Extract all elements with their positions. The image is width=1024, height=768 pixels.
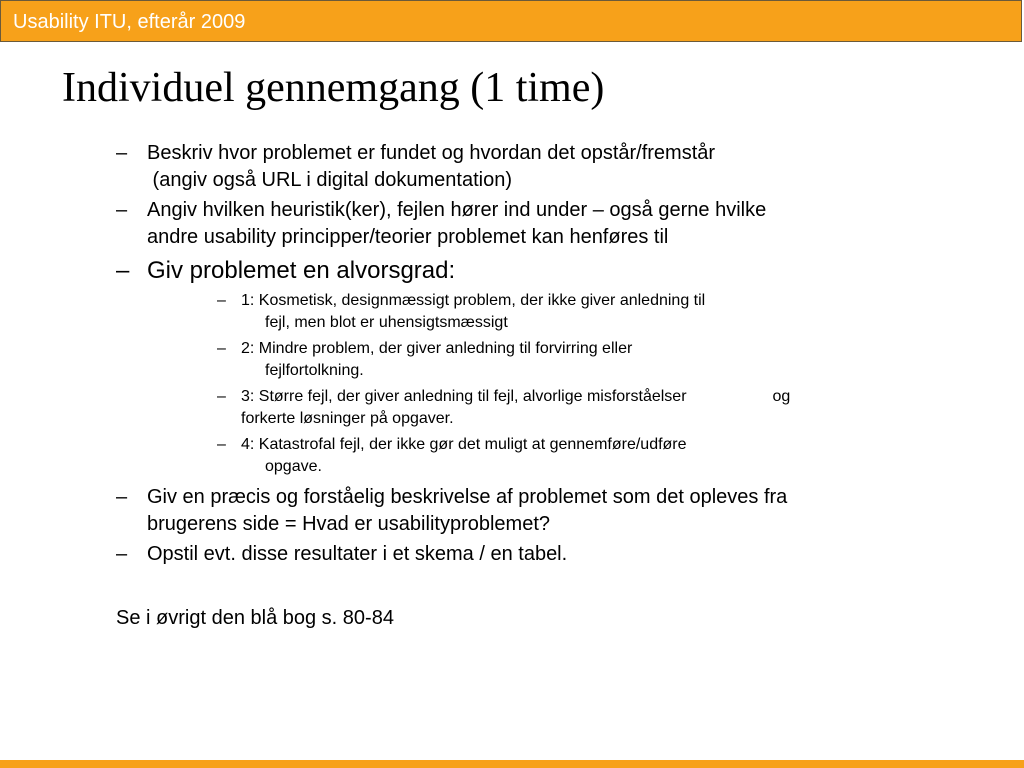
bullet-text: Giv problemet en alvorsgrad: (147, 257, 456, 284)
sub-bullet-text-continued: fejlfortolkning. (265, 362, 364, 379)
course-header: Usability ITU, efterår 2009 (13, 11, 246, 33)
sub-bullet-text: 1: Kosmetisk, designmæssigt problem, der ikke giver anledning til (241, 292, 706, 309)
bottom-accent-bar (0, 760, 1024, 768)
bullet-text-continued: (angiv også URL i digital dokumentation) (147, 169, 513, 191)
slide-title: Individuel gennemgang (1 time) (62, 65, 605, 111)
bullet-dash: – (116, 142, 128, 164)
bullet-dash: – (116, 543, 128, 565)
sub-bullet-text-end: og (772, 388, 791, 405)
sub-bullet-dash: – (217, 292, 226, 309)
bullet-text: Giv en præcis og forståelig beskrivelse af problemet som det opleves fra (147, 486, 788, 508)
sub-bullet-text: 3: Større fejl, der giver anledning til fejl, alvorlige misforståelser (241, 388, 687, 405)
sub-bullet-dash: – (217, 388, 226, 405)
sub-bullet-text-continued: fejl, men blot er uhensigtsmæssigt (265, 314, 508, 331)
bullet-dash: – (116, 486, 128, 508)
bullet-text: Opstil evt. disse resultater i et skema / en tabel. (147, 543, 568, 565)
bullet-dash: – (116, 199, 128, 221)
bullet-dash: – (116, 257, 130, 284)
sub-bullet-text: 2: Mindre problem, der giver anledning til forvirring eller (241, 340, 633, 357)
bullet-text-continued: andre usability principper/teorier problemet kan henføres til (147, 226, 669, 248)
sub-bullet-dash: – (217, 436, 226, 453)
sub-bullet-text: 4: Katastrofal fejl, der ikke gør det muligt at gennemføre/udføre (241, 436, 687, 453)
bullet-text: Angiv hvilken heuristik(ker), fejlen hører ind under – også gerne hvilke (147, 199, 767, 221)
header-bar (0, 0, 1022, 42)
bullet-text: Beskriv hvor problemet er fundet og hvordan det opstår/fremstår (147, 142, 716, 164)
sub-bullet-dash: – (217, 340, 226, 357)
sub-bullet-text-continued: opgave. (265, 458, 322, 475)
sub-bullet-text-continued: forkerte løsninger på opgaver. (241, 410, 454, 427)
bullet-text-continued: brugerens side = Hvad er usabilityproblemet? (147, 513, 550, 535)
reference-note: Se i øvrigt den blå bog s. 80-84 (116, 607, 394, 629)
